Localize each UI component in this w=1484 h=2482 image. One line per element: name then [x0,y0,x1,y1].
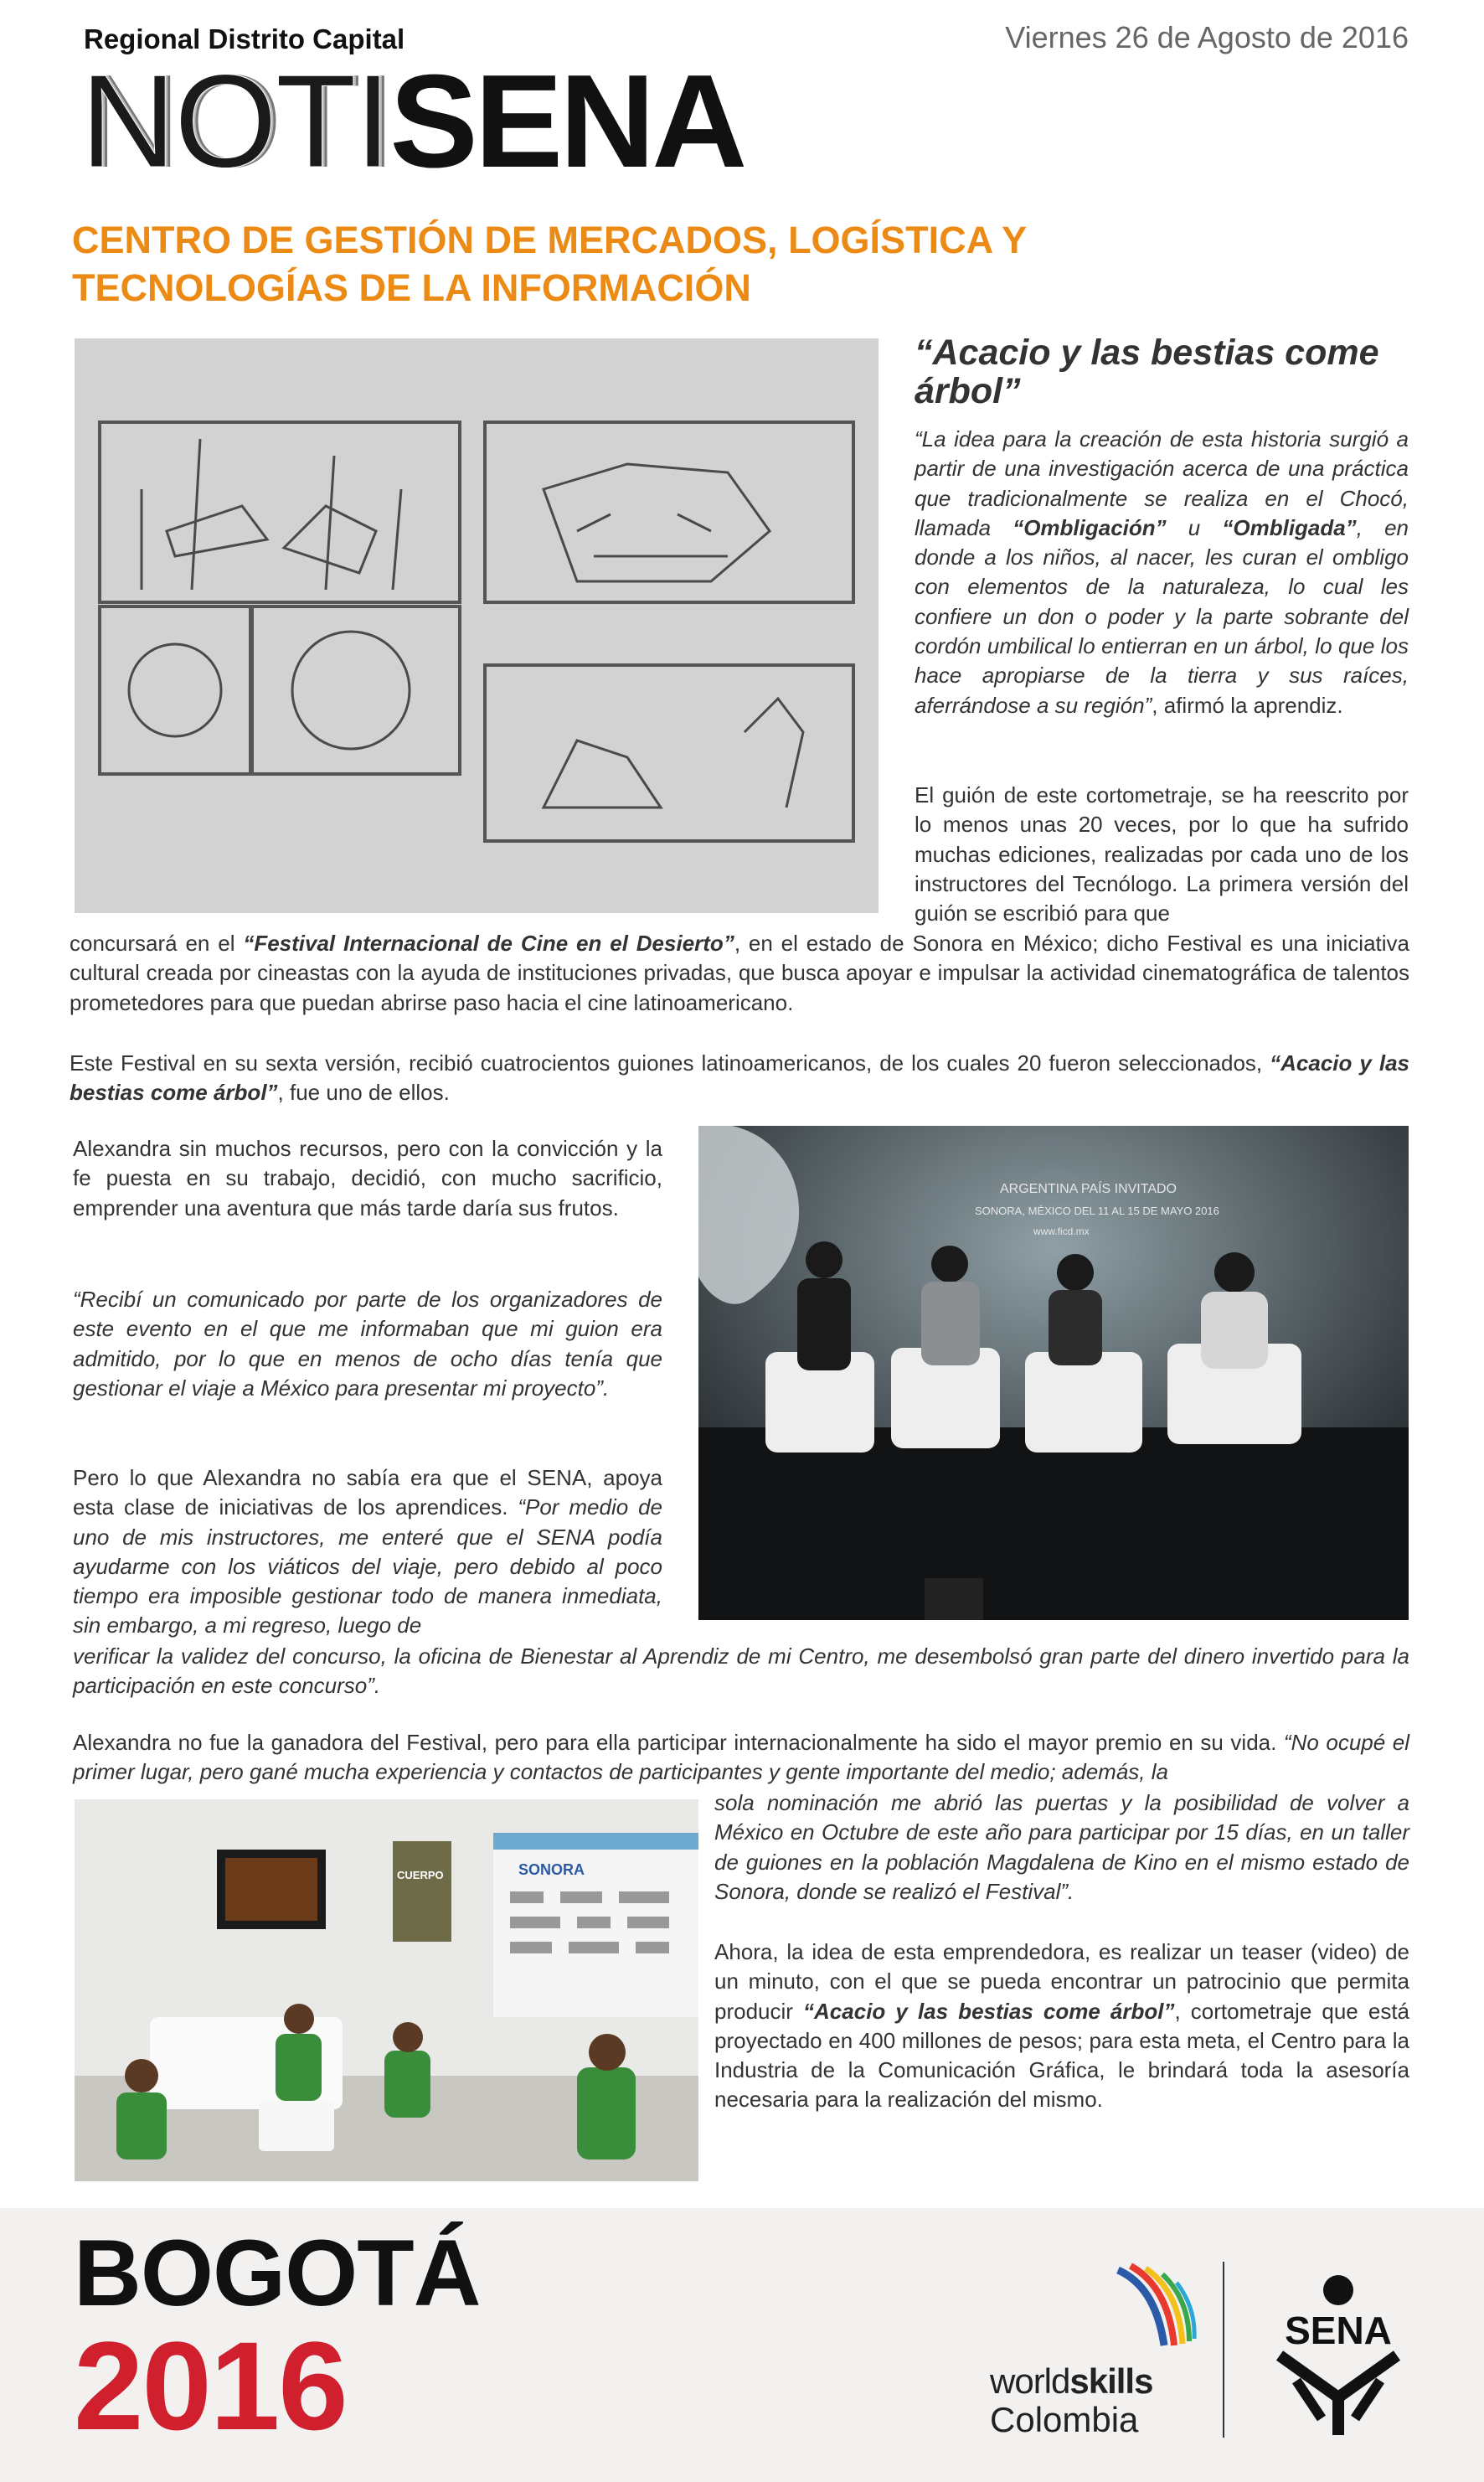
festival-name: “Festival Internacional de Cine en el Desierto” [243,931,734,956]
department-heading [72,216,1244,312]
quote-paragraph-origin [915,425,1409,720]
pero-text: Pero lo que Alexandra no sabía era que el SENA, apoya esta clase de iniciativas de los aprendices. [73,1465,662,1520]
paragraph-concursara [70,929,1409,1018]
paragraph-guion: El guión de este cortometraje, se ha reescrito por lo menos unas 20 veces, por lo que ha sufrido muchas ediciones, realizadas por cada uno de los instructores del Tecnólogo. La primera versión del guión se escribió para que [915,782,1409,926]
department-line-1: CENTRO DE GESTIÓN DE MERCADOS, LOGÍSTICA Y [72,219,1028,261]
ahora-text-1: Ahora, la idea de esta emprendedora, es realizar un teaser (video) de un minuto, con el que se pueda encontrar un patrocinio que permita producir [714,1939,1409,2024]
storyboard-sketch-drawing [75,338,879,913]
department-line-2: TECNOLOGÍAS DE LA INFORMACIÓN [72,266,751,309]
concursara-text-1: concursará en el [70,931,244,956]
paragraph-ganadora-continued: sola nominación me abrió las puertas y la posibilidad de volver a México en Octubre de este año para participar por 15 días, en un taller de guiones en la población Magdalena de Kino en el mismo estado de Sonora, donde se realizó el Festival”. [714,1790,1409,1904]
paragraph-ganadora [73,1728,1409,1788]
paragraph-festival [70,1049,1409,1108]
festival-text-1: Este Festival en su sexta versión, recibió cuatrocientos guiones latinoamericanos, de los cuales 20 fueron seleccionados, [70,1050,1270,1076]
quote-paragraph-recibi: “Recibí un comunicado por parte de los organizadores de este evento en el que me informaban que mi guion era admitido, por lo que en menos de ocho días tenía que gestionar el viaje a México para presentar mi proyecto”. [73,1287,662,1401]
festival-booth-photo [75,1799,698,2181]
pero-quote: “Por medio de uno de mis instructores, me enteré que el SENA podía ayudarme con los viáticos del viaje, pero debido al poco tiempo era imposible gestionar todo de manera inmediata, sin embargo, a mi regreso, luego de [73,1494,662,1638]
logo-light-text: NOTI [80,48,390,195]
stage-banner-text-2: SONORA, MÉXICO DEL 11 AL 15 DE MAYO 2016 [975,1205,1219,1217]
storyboard-sketch-photo [75,338,879,913]
quote-origin-text-3: , en donde a los niños, al nacer, les curan el ombligo con elementos de la naturaleza, lo cual les confiere un don o poder y la parte sobrante del cordón umbilical lo entierran en un árbol, lo que los hace apropiarse de la tierra y sus raíces, aferrándose a su región” [915,514,1409,718]
worldskills-wordmark [990,2361,1153,2401]
quote-origin-attribution: , afirmó la aprendiz. [1152,692,1343,718]
quote-origin-term-2: “Ombligada” [1222,514,1357,540]
booth-sponsor-text: SONORA [518,1861,585,1878]
festival-stage-photo [698,1126,1409,1620]
festival-booth-drawing [75,1799,698,2181]
festival-text-2: , fue uno de ellos. [277,1080,450,1106]
paragraph-alexandra: Alexandra sin muchos recursos, pero con la convicción y la fe puesta en su trabajo, decidió, con mucho sacrificio, emprender una aventura que más tarde daría sus frutos. [73,1136,662,1220]
worldskills-word-world: world [990,2361,1070,2401]
region-label: Regional Distrito Capital [84,23,405,54]
stage-banner-text-3: www.ficd.mx [1033,1226,1090,1237]
film-title-mention-1: “Acacio y las bestias come árbol” [70,1050,1409,1106]
sena-logo [1263,2272,1414,2439]
worldskills-country: Colombia [990,2400,1139,2439]
booth-poster-text: CUERPO [397,1869,444,1881]
logo-bold-text: SENA [389,48,745,195]
stage-banner-text-1: ARGENTINA PAÍS INVITADO [1000,1182,1177,1196]
article-title: “Acacio y las bestias come árbol” [915,333,1379,411]
ahora-text-2: , cortometraje que está proyectado en 400 millones de pesos; para esta meta, el Centro para la Industria de la Comunicación Gráfica, le brindará toda la asesoría necesaria para la realización del mismo. [714,1998,1409,2113]
quote-origin-term-1: “Ombligación” [1013,514,1167,540]
sena-logo-text: SENA [1285,2309,1392,2352]
paragraph-pero [73,1463,662,1641]
paragraph-ahora [714,1938,1409,2115]
notisena-logo [80,48,745,195]
quote-origin-text-2: u [1166,514,1223,540]
quote-origin-text-1: “La idea para la creación de esta historia surgió a partir de una investigación acerca de una práctica que tradicionalmente se realiza en el Chocó, llamada [915,426,1409,540]
worldskills-swirl-icon [1105,2262,1198,2354]
worldskills-word-skills: skills [1069,2361,1153,2401]
issue-date: Viernes 26 de Agosto de 2016 [1005,20,1409,54]
festival-stage-drawing [698,1126,1409,1620]
ganadora-quote: “No ocupé el primer lugar, pero gané mucha experiencia y contactos de participantes y gente importante del medio; además, la [73,1730,1410,1785]
footer-year: 2016 [74,2315,347,2456]
footer-divider [1223,2262,1224,2438]
ganadora-text: Alexandra no fue la ganadora del Festival, pero para ella participar internacionalmente ha sido el mayor premio en su vida. [73,1730,1284,1755]
paragraph-pero-continued: verificar la validez del concurso, la oficina de Bienestar al Aprendiz de mi Centro, me desembolsó gran parte del dinero invertido para la participación en este concurso”. [73,1643,1409,1699]
concursara-text-2: , en el estado de Sonora en México; dicho Festival es una iniciativa cultural creada por cineastas con la ayuda de instituciones privadas, que busca apoyar e impulsar la actividad cinematográfica de talentos prometedores para que puedan abrirse paso hacia el cine latinoamericano. [70,931,1410,1015]
film-title-mention-2: “Acacio y las bestias come árbol” [803,1998,1175,2024]
footer-city: BOGOTÁ [74,2221,481,2325]
